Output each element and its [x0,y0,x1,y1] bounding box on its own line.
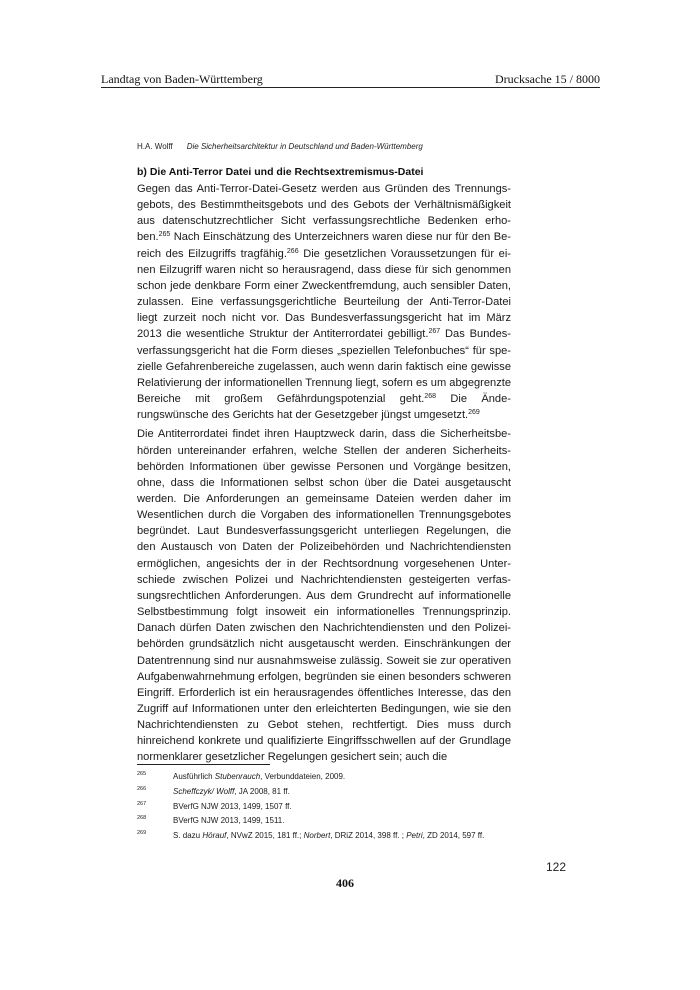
footnotes [137,772,537,846]
body-text [137,181,511,769]
text-run: , JA 2008, 81 ff. [234,786,290,796]
italic-text: Petri [406,831,423,841]
running-head-title: Die Sicherheitsarchitektur in Deutschland und Baden-Württemberg [186,142,423,151]
section-heading: b) Die Anti-Terror Datei und die Rechtsextremismus-Datei [137,166,424,178]
footnote-ref: 268 [424,393,437,401]
italic-text: Hörauf [202,831,227,841]
header-rule [101,87,600,88]
footnote-text [173,831,484,840]
text-run: Gegen das Anti-Terror-Datei-Gesetz werden aus Gründen des Trennungsgebots, des Bestimmtheitsgebots und des Gebots der Verhältnismäßigkeit aus datenschutzrechtlicher Sicht verfassungsrechtliche Bedenken erhoben. [137,183,511,244]
footnote-ref: 266 [286,247,299,255]
footnote-text [173,772,345,781]
footnote-rule [137,764,270,765]
header-print-number: Drucksache 15 / 8000 [495,72,600,86]
text-run: BVerfG NJW 2013, 1499, 1511. [173,816,285,826]
header-parliament: Landtag von Baden-Württemberg [101,72,263,86]
footnote-text [173,787,290,796]
text-run: Ausführlich [173,772,215,781]
page-number: 122 [546,860,567,874]
text-run: , Verbunddateien, 2009. [260,772,346,781]
text-run: S. dazu [173,831,203,841]
paragraph [137,426,511,765]
footnote-ref: 265 [158,231,171,239]
footnote-number: 265 [137,771,147,777]
text-run: Die Änderungswünsche des Gerichts hat der Gesetzgeber jüngst umgesetzt. [137,393,511,422]
paragraph [137,181,511,423]
footnote-number: 269 [137,830,147,837]
footnote-text [173,816,284,825]
footnote-number: 268 [137,815,147,822]
text-run: , DRiZ 2014, 398 ff. ; [330,831,407,841]
footnote-number: 266 [137,785,147,792]
footnote [137,787,537,802]
italic-text: Norbert [303,831,331,841]
running-head-author: H.A. Wolff [137,142,173,151]
footnote [137,816,537,831]
text-run: Die Antiterrordatei findet ihren Hauptzweck darin, dass die Sicherheitsbehörden untereinander erfahren, welche Stellen der anderen Sicherheitsbehörden Informationen über gewisse Personen und Vorgänge besitzen, ohne, dass die Informationen selbst schon über die Datei ausgetauscht werden. Die Anforderungen an gemeinsame Dateien werden daher im Wesentlichen durch die Vorgaben des informationellen Trennungsgebotes begründet. Laut Bundesverfassungsgericht unterliegen Regelungen, die den Austausch von Daten der Polizeibehörden und Nachrichtendiensten ermöglichen, angesichts der in der Rechtsordnung vorgesehenen Unterschiede zwischen Polizei und Nachrichtendiensten gesteigerten verfassungsrechtlichen Anforderungen. Aus dem Grundrecht auf informationelle Selbstbestimmung folgt insoweit ein informationelles Trennungsprinzip. Danach dürfen Daten zwischen den Nachrichtendiensten und den Polizeibehörden grundsätzlich nicht ausgetauscht werden. Einschränkungen der Datentrennung sind nur ausnahmsweise zulässig. Soweit sie zur operativen Aufgabenwahrnehmung erfolgen, begründen sie einen besonders schweren Eingriff. Erforderlich ist ein herausragendes öffentliches Interesse, das den Zugriff auf Informationen unter den erleichterten Bedingungen, wie sie den Nachrichtendiensten zu Gebot stehen, rechtfertigt. Dies muss durch hinreichend konkrete und qualifizierte Eingriffsschwellen auf der Grundlage normenklarer gesetzlicher Regelungen gesichert sein; auch die [137,428,511,764]
text-run: Nach Einschätzung des Unterzeichners waren diese nur für den Bereich des Eilzugriffs tragfähig. [137,231,511,260]
text-run: , ZD 2014, 597 ff. [422,831,485,841]
footnote-text [173,802,292,811]
page-header [101,72,600,88]
italic-text: Stubenrauch [214,772,261,781]
text-run: BVerfG NJW 2013, 1499, 1507 ff. [173,801,292,811]
document-page-number: 406 [336,876,354,890]
footnote-ref: 269 [468,409,480,417]
text-run: , NVwZ 2015, 181 ff.; [226,831,304,841]
italic-text: Scheffczyk/ Wolff [173,786,235,796]
text-run: Die gesetzlichen Voraussetzungen für einen Eilzugriff waren nicht so herausragend, dass diese für sich genommen schon jede denkbare Form einer Zweckentfremdung, auch sensibler Daten, zulassen. Eine verfassungsgerichtliche Beurteilung der Anti-Terror-Datei liegt zurzeit noch nicht vor. Das Bundesverfassungsgericht hat im März 2013 die wesentliche Struktur der Antiterrordatei gebilligt. [137,247,511,341]
running-head [137,142,423,151]
text-run: Das Bundesverfassungsgericht hat die Form dieses „speziellen Telefonbuches“ für spezielle Gefahrenbereiche zugelassen, auch wenn darin faktisch eine gewisse Relativierung der informationellen Trennung liegt, sofern es um abgegrenzte Bereiche mit großem Gefährdungspotenzial geht. [137,328,511,406]
footnote [137,802,537,817]
footnote-number: 267 [137,800,147,807]
footnote-ref: 267 [428,328,441,336]
footnote [137,772,537,787]
footnote [137,831,537,846]
